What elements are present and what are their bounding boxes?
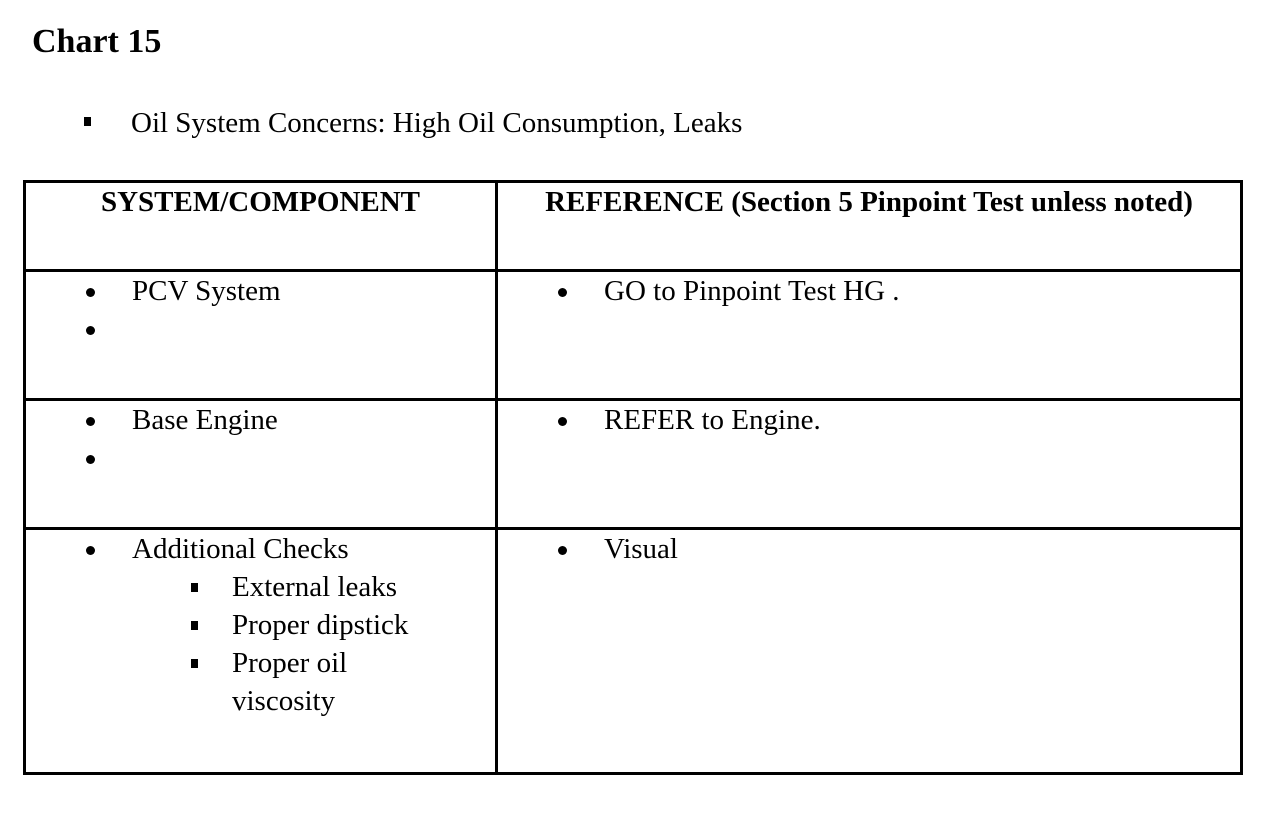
list-item-label: Additional Checks [132,533,349,565]
list-item-empty [26,310,495,348]
reference-cell [497,400,1242,529]
concern-line [84,104,742,142]
chart-title: Chart 15 [32,23,162,60]
concern-text: Oil System Concerns: High Oil Consumption, Leaks [131,107,743,139]
reference-cell [497,271,1242,400]
table-row [25,271,1242,400]
header-system-component: SYSTEM/COMPONENT [25,182,497,271]
reference-table [23,180,1243,775]
sub-list-item: External leaks [132,568,492,606]
table-row [25,400,1242,529]
component-cell [25,529,497,774]
list-item-empty [26,439,495,477]
list-item: Visual [498,530,1240,568]
sub-list-item: Proper dipstick [132,606,492,644]
list-item: Base Engine [26,401,495,439]
list-item: GO to Pinpoint Test HG . [498,272,1240,310]
list-item: REFER to Engine. [498,401,1240,439]
square-bullet-icon [84,117,91,126]
header-reference: REFERENCE (Section 5 Pinpoint Test unless noted) [497,182,1242,271]
sub-list [132,568,495,720]
list-item: PCV System [26,272,495,310]
sub-list-item: Proper oil viscosity [132,644,372,720]
table-row [25,529,1242,774]
reference-cell [497,529,1242,774]
list-item [26,530,495,568]
component-cell [25,400,497,529]
component-cell [25,271,497,400]
table-header-row [25,182,1242,271]
